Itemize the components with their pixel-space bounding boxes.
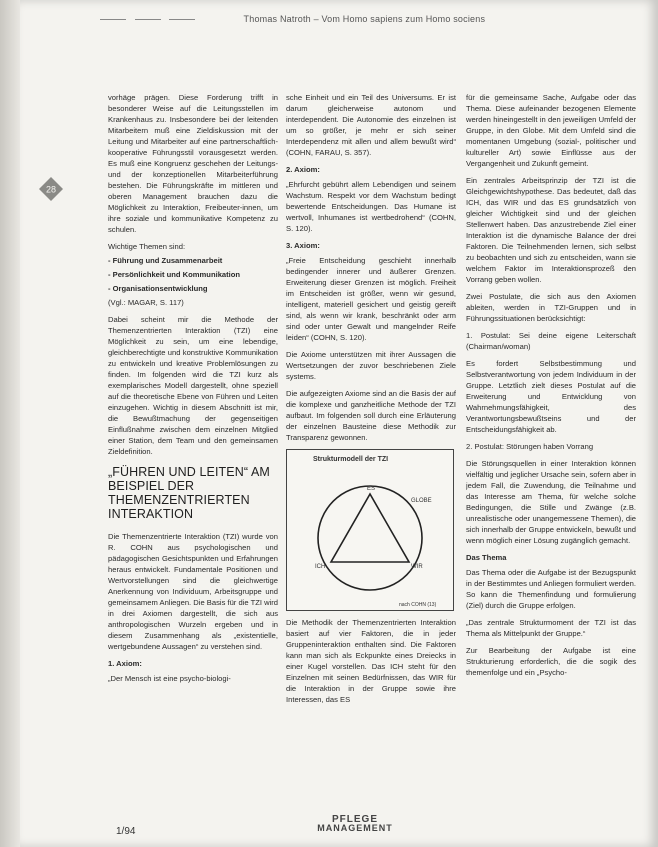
paragraph: Ein zentrales Arbeitsprinzip der TZI ist die Gleichgewichtshypothese. Das bedeutet, daß das ICH, das WIR und das ES grundsätzlich von gleicher Wichtigkeit sind und der gleichen Stellenwert haben. Das anzustrebende Ziel einer Interaktion ist die dynamische Balance der drei Faktoren. Die Teilnehmenden lernen, sich selbst zu beobachten und sich zu entscheiden, wann sie welchem Faktor im Interaktionsprozeß den Vorrang geben wollen. bbox=[466, 176, 636, 284]
axiom-heading: 3. Axiom: bbox=[286, 241, 320, 250]
subheading: Das Thema bbox=[466, 553, 507, 562]
text-column-1 bbox=[108, 92, 278, 827]
postulate: 1. Postulat: Sei deine eigene Leiterschaft (Chairman/woman) bbox=[466, 331, 636, 351]
paragraph: „Freie Entscheidung geschieht innerhalb bedingender innerer und äußerer Grenzen. Erweiterung dieser Grenzen ist möglich. Freiheit im Entscheiden ist größer, wenn wir gesund, intelligent, materiell gesichert und geistig gereift sind, als wenn wir krank, beschränkt oder arm sind oder unter Gewalt und mangelnder Reife leiden“ (COHN, S. 120). bbox=[286, 256, 456, 342]
page-gutter bbox=[0, 0, 22, 847]
paragraph: vorhäge prägen. Diese Forderung trifft in besonderer Weise auf die Leitungsstellen im Krankenhaus zu. Insbesondere bei der leitenden Mitarbeitern muß eine Zieldiskussion mit der Leitung und Mitarbeiter auf eine partnerschaftlich-kooperative Führungsstil vorausgesetzt werden. Es muß eine Kongruenz geschehen der Leitungs- und der konzeptionellen Mitarbeiterführung bestehen. Die Führungskräfte im mittleren und oberen Management brauchen dazu die Möglichkeit zu Interaktion, Freibeuter-innen, um ihre soziale und kommunikative Kompetenz zu schulen. bbox=[108, 93, 278, 234]
axiom-heading: 2. Axiom: bbox=[286, 165, 320, 174]
page-badge-number: 28 bbox=[45, 184, 57, 195]
paragraph: sche Einheit und ein Teil des Universums. Er ist darum gleicherweise autonom und interdependent. Die Autonomie des einzelnen ist um so größer, je mehr er sich seiner Interdependenz mit allen und allem bewußt wird“ (COHN, FARAU, S. 357). bbox=[286, 93, 456, 157]
postulate: 2. Postulat: Störungen haben Vorrang bbox=[466, 442, 594, 451]
figure-source: nach COHN (13) bbox=[399, 602, 437, 608]
section-title: „FÜHREN UND LEITEN“ AM BEISPIEL DER THEMENZENTRIERTEN INTERAKTION bbox=[108, 465, 270, 521]
header-dash bbox=[100, 19, 126, 20]
label-es: ES bbox=[367, 486, 376, 492]
figure-title: Strukturmodell der TZI bbox=[313, 456, 389, 463]
paragraph: „Der Mensch ist eine psycho-biologi- bbox=[108, 674, 231, 683]
paragraph: Die Axiome unterstützen mit ihrer Aussagen die Wertsetzungen der zuvor beschriebenen Ziele systems. bbox=[286, 350, 456, 381]
paragraph: Dabei scheint mir die Methode der Themenzentrierten Interaktion (TZI) eine Möglichkeit zu sein, um eine lebendige, gleichberechtigte und konstruktive Kommunikation zu entwickeln und kreative Problemlösungen zu finden. Im folgenden wird die TZI kurz als exemplarisches Modell dargestellt, ohne speziell auf die theoretische Ebene von Führen und Leiten einzugehen. Wichtig in diesem Abschnitt ist mir, die Bewußtmachung der gegenseitigen Einflußnahme zwischen dem einzelnen Mitglied einer Station, dem Team und den gemeinsamen Zieldefinition. bbox=[108, 315, 278, 456]
paragraph: Wichtige Themen sind: bbox=[108, 242, 186, 251]
paragraph: Es fordert Selbstbestimmung und Selbstverantwortung von jedem Individuum in der Gruppe. Letztlich zielt dieses Postulat auf die Erweiterung und Entwicklung von Wahrnehmungsfähigkeit, des Verantwortungsbewußtseins und der Entscheidungsfähigkeit ab. bbox=[466, 359, 636, 434]
paragraph: Die Störungsquellen in einer Interaktion können vielfältig und jeglicher Ursache sein, sofern aber in jedem Fall, die Zuwendung, die Teilnahme und das Interesse am Thema, für welche solche Bedingungen, die Stille und Zwänge (z.B. unrealistische oder unangemessene Themen), die sich innerhalb der Gruppe entwickeln, bewußt und wenn möglich einer Lösung zugänglich gemacht. bbox=[466, 459, 636, 545]
header-dash bbox=[135, 19, 161, 20]
paragraph: „Ehrfurcht gebührt allem Lebendigen und seinem Wachstum. Respekt vor dem Wachstum bedingt bewertende Entscheidungen. Das Humane ist wertvoll, Inhumanes ist wertbedrohend“ (COHN, S. 120). bbox=[286, 180, 456, 233]
text-column-2 bbox=[286, 92, 456, 797]
header-dash bbox=[169, 19, 195, 20]
topic-item: - Organisationsentwicklung bbox=[108, 284, 208, 293]
tzi-triangle bbox=[331, 494, 409, 562]
running-header bbox=[100, 14, 630, 28]
paragraph: für die gemeinsame Sache, Aufgabe oder das Thema. Diese aufeinander bezogenen Elemente werden hineingestellt in den jeweiligen Umfeld der Gruppe, in den Globe. Mit dem Umfeld sind die momentanen Umgebung (sozial-, politischer und kultureller Art) sowie Einflüsse aus der Vergangenheit und Zukunft gemeint. bbox=[466, 93, 636, 168]
magazine-logo bbox=[300, 814, 410, 833]
paragraph: Die Methodik der Themenzentrierten Interaktion basiert auf vier Faktoren, die in jeder Gruppeninteraktion enthalten sind. Die Faktoren kann man sich als Eckpunkte eines Dreiecks in einer Kugel vorstellen. Das ICH steht für den Einzelnen mit seinen Bedürfnissen, das WIR für die Interaktion in der Gruppe sowie ihre Interessen, das ES bbox=[286, 618, 456, 704]
page-number: 1/94 bbox=[116, 826, 136, 837]
paragraph: Die aufgezeigten Axiome sind an die Basis der auf die komplexe und ganzheitliche Methode der TZI aufbaut. Im folgenden soll durch eine Erläuterung der einzelnen Bausteine diese Methodik zur Transparenz gewonnen. bbox=[286, 389, 456, 442]
paragraph: Das Thema oder die Aufgabe ist der Bezugspunkt in der Bestimmtes und Anliegen formuliert werden. So kann die Themenfindung und formulierung (Ziel) durch die Gruppe erfolgen. bbox=[466, 568, 636, 610]
magazine-page bbox=[20, 0, 658, 847]
topic-item: - Führung und Zusammenarbeit bbox=[108, 256, 223, 265]
label-globe: GLOBE bbox=[411, 498, 432, 504]
label-wir: WIR bbox=[411, 564, 423, 570]
text-column-3 bbox=[466, 92, 636, 752]
reference: (Vgl.: MAGAR, S. 117) bbox=[108, 298, 184, 307]
paragraph: Die Themenzentrierte Interaktion (TZI) wurde von R. COHN aus psychologischen und pädagogischen Gesichtspunkten und Erfahrungen heraus entwickelt. Fundamentale Positionen und Wertvorstellungen sind die gleichwertige Anerkennung von Individuum, Arbeitsgruppe und gemeinsamem Anliegen. Die Basis für die TZI wird in drei Axiomen dargestellt, die sich aus anthropologischen Wurzeln ergeben und in diesem Zusammenhang als „existentielle, wertgebundene Aussagen“ zu verstehen sind. bbox=[108, 532, 278, 651]
logo-line-2: MANAGEMENT bbox=[317, 823, 393, 833]
tzi-diagram bbox=[287, 450, 453, 610]
page-marker-badge bbox=[38, 176, 64, 202]
label-ich: ICH bbox=[315, 564, 326, 570]
tzi-structure-figure bbox=[286, 449, 454, 611]
axiom-heading: 1. Axiom: bbox=[108, 659, 142, 668]
paragraph: Zwei Postulate, die sich aus den Axiomen ableiten, werden in TZI-Gruppen und in Führungssituationen berücksichtigt: bbox=[466, 292, 636, 323]
topic-item: - Persönlichkeit und Kommunikation bbox=[108, 270, 241, 279]
running-title: Thomas Natroth – Vom Homo sapiens zum Homo sociens bbox=[243, 14, 486, 24]
logo-line-1: PFLEGE bbox=[331, 814, 378, 825]
paragraph: Zur Bearbeitung der Aufgabe ist eine Strukturierung erforderlich, die die sogik des themenfolge und ein „Psycho- bbox=[466, 646, 636, 677]
quote: „Das zentrale Strukturmoment der TZI ist das Thema als Mittelpunkt der Gruppe.“ bbox=[466, 618, 636, 638]
globe-circle bbox=[318, 486, 422, 590]
